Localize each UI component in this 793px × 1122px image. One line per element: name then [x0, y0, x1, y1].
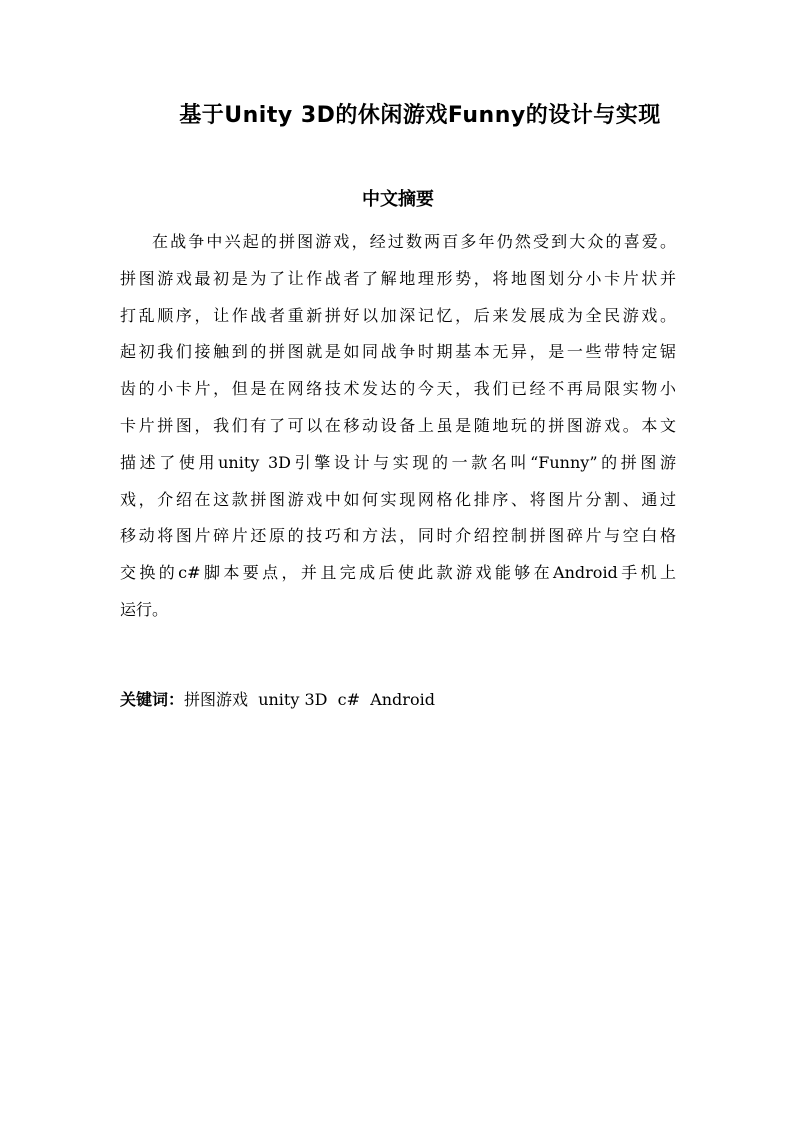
abstract-line: 交换的c#脚本要点，并且完成后使此款游戏能够在Android手机上	[120, 563, 676, 583]
abstract-line: 戏，介绍在这款拼图游戏中如何实现网格化排序、将图片分割、通过	[120, 489, 676, 509]
abstract-line: 卡片拼图，我们有了可以在移动设备上虽是随地玩的拼图游戏。本文	[120, 415, 676, 435]
keywords-value: 拼图游戏 unity 3D c# Android	[184, 690, 435, 709]
abstract-line: 在战争中兴起的拼图游戏，经过数两百多年仍然受到大众的喜爱。	[152, 232, 676, 251]
abstract-line: 移动将图片碎片还原的技巧和方法，同时介绍控制拼图碎片与空白格	[120, 526, 676, 546]
abstract-body	[120, 224, 676, 629]
abstract-line: 描述了使用unity 3D引擎设计与实现的一款名叫“Funny”的拼图游	[120, 452, 676, 472]
abstract-line: 打乱顺序，让作战者重新拼好以加深记忆，后来发展成为全民游戏。	[120, 305, 676, 325]
abstract-line: 运行。	[120, 599, 169, 619]
paper-title: 基于Unity 3D的休闲游戏Funny的设计与实现	[179, 103, 661, 128]
keywords-line	[120, 684, 676, 717]
abstract-line: 起初我们接触到的拼图就是如同战争时期基本无异，是一些带特定锯	[120, 342, 676, 362]
abstract-heading: 中文摘要	[362, 189, 434, 210]
abstract-line: 齿的小卡片，但是在网络技术发达的今天，我们已经不再局限实物小	[120, 379, 676, 399]
abstract-line: 拼图游戏最初是为了让作战者了解地理形势，将地图划分小卡片状并	[120, 268, 676, 288]
keywords-label: 关键词：	[120, 690, 185, 709]
